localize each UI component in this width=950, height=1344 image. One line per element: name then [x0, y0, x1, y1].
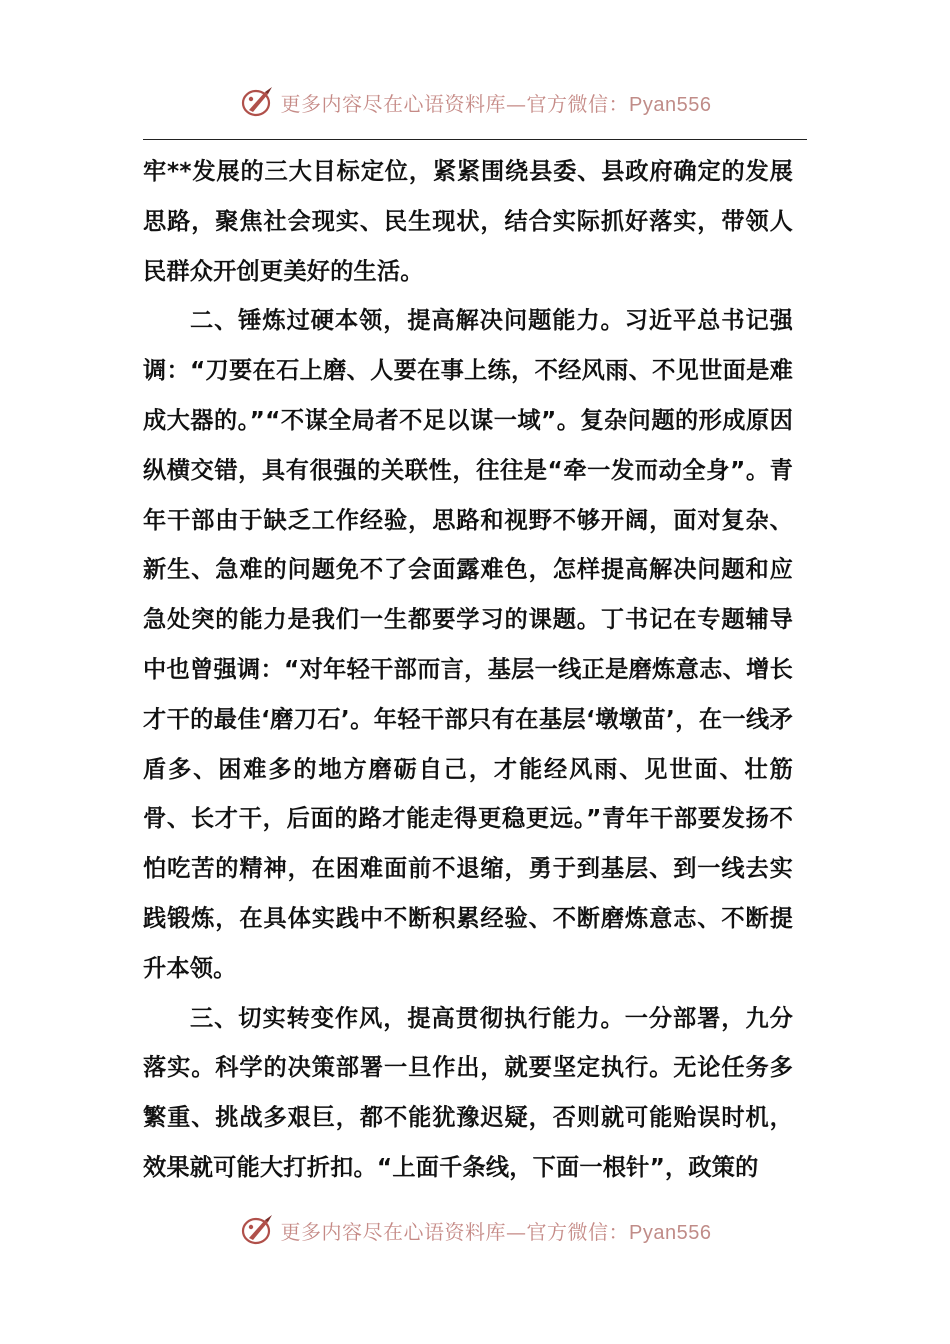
paragraph-section-two: 二、锤炼过硬本领，提高解决问题能力。习近平总书记强调：“刀要在石上磨、人要在事上练，不经风雨、不见世面是难成大器的。”“不谋全局者不足以谋一域”。复杂问题的形成原因纵横交错，具有很强的关联性，往往是“牵一发而动全身”。青年干部由于缺乏工作经验，思路和视野不够开阔，面对复杂、新生、急难的问题免不了会面露难色，怎样提高解决问题和应急处突的能力是我们一生都要学习的课题。丁书记在专题辅导中也曾强调：“对年轻干部而言，基层一线正是磨炼意志、增长才干的最佳‘磨刀石’。年轻干部只有在基层‘墩墩苗’，在一线矛盾多、困难多的地方磨砺自己，才能经风雨、见世面、壮筋骨、长才干，后面的路才能走得更稳更远。”青年干部要发扬不怕吃苦的精神，在困难面前不退缩，勇于到基层、到一线去实践锻炼，在具体实践中不断积累经验、不断磨炼意志、不断提升本领。: [143, 307, 793, 982]
footer-watermark: [0, 1210, 950, 1250]
footer-wechat-id: Pyan556: [629, 1221, 712, 1244]
paragraph-section-three: 三、切实转变作风，提高贯彻执行能力。一分部署，九分落实。科学的决策部署一旦作出，就要坚定执行。无论任务多繁重、挑战多艰巨，都不能犹豫迟疑，否则就可能贻误时机，效果就可能大打折扣。“上面千条线，下面一根针”，政策的: [143, 1004, 793, 1181]
quill-logo-icon: [239, 1212, 275, 1248]
paragraph-continuation: 牢**发展的三大目标定位，紧紧围绕县委、县政府确定的发展思路，聚焦社会现实、民生现状，结合实际抓好落实，带领人民群众开创更美好的生活。: [143, 158, 793, 285]
footer-banner-text: 更多内容尽在心语资料库—官方微信：: [280, 1219, 630, 1244]
header-watermark: [0, 82, 950, 122]
header-wechat-id: Pyan556: [629, 93, 712, 116]
header-divider: [143, 139, 807, 140]
quill-logo-icon: [239, 84, 275, 120]
document-body: [143, 147, 793, 1193]
header-banner-text: 更多内容尽在心语资料库—官方微信：: [280, 91, 630, 116]
